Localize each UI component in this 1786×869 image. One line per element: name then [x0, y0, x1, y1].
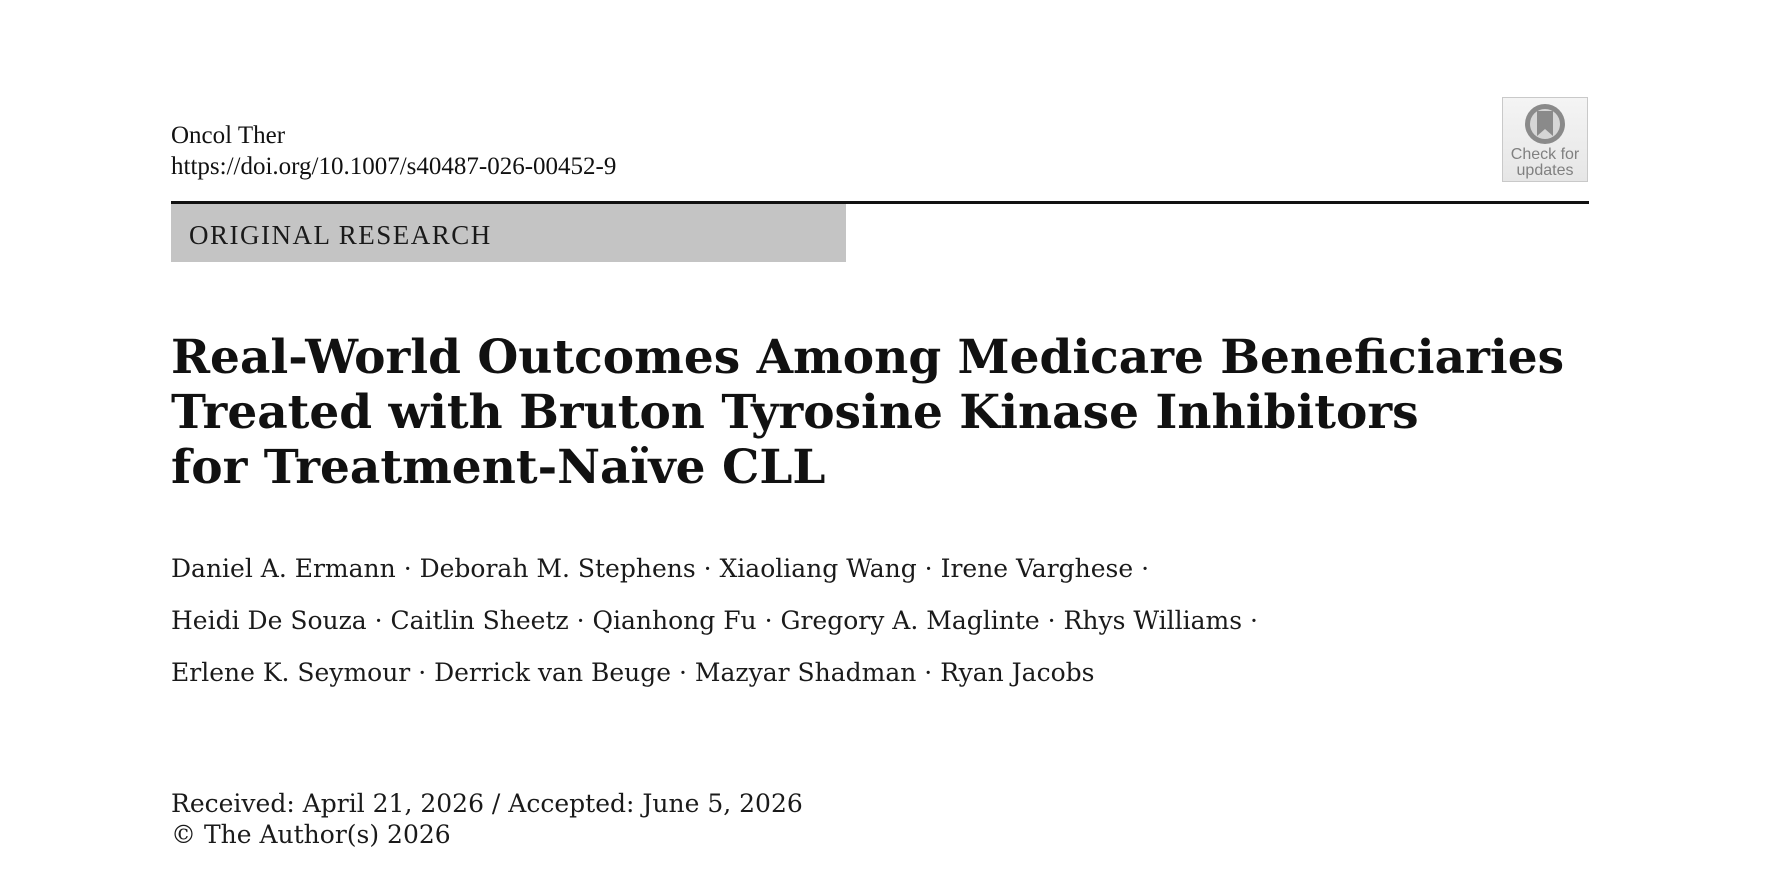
received-accepted-dates: Received: April 21, 2026 / Accepted: June 5, 2026: [171, 789, 803, 818]
check-for-updates-button[interactable]: [1502, 97, 1588, 182]
article-type-banner: ORIGINAL RESEARCH: [171, 204, 846, 262]
author-list: [171, 543, 1258, 699]
copyright-notice: © The Author(s) 2026: [171, 820, 451, 849]
author-line: Daniel A. Ermann · Deborah M. Stephens · Xiaoliang Wang · Irene Varghese ·: [171, 554, 1150, 583]
author-line: Heidi De Souza · Caitlin Sheetz · Qianhong Fu · Gregory A. Maglinte · Rhys Williams ·: [171, 606, 1258, 635]
title-line: for Treatment-Naïve CLL: [171, 440, 826, 495]
doi-link[interactable]: https://doi.org/10.1007/s40487-026-00452-9: [171, 153, 617, 180]
journal-name: Oncol Ther: [171, 122, 286, 149]
title-line: Treated with Bruton Tyrosine Kinase Inhibitors: [171, 385, 1419, 440]
journal-info: [171, 120, 616, 182]
author-line: Erlene K. Seymour · Derrick van Beuge · Mazyar Shadman · Ryan Jacobs: [171, 658, 1095, 687]
article-title: [171, 330, 1591, 495]
title-line: Real-World Outcomes Among Medicare Beneficiaries: [171, 330, 1565, 385]
publication-dates: [171, 788, 803, 850]
check-for-updates-label: Check for updates: [1510, 146, 1580, 179]
check-for-updates-icon: [1523, 102, 1567, 146]
